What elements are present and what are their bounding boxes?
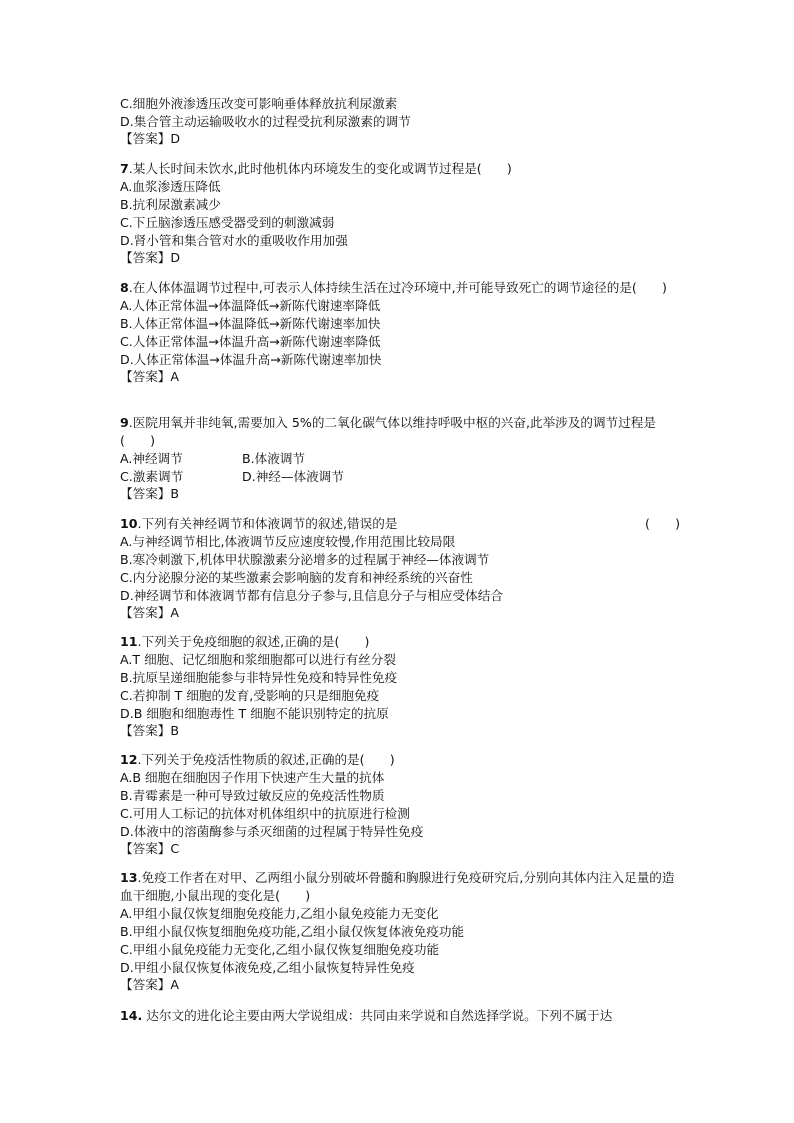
option-c: C.内分泌腺分泌的某些激素会影响脑的发育和神经系统的兴奋性 <box>120 570 473 585</box>
question-number: 7 <box>120 161 129 176</box>
answer: 【答案】B <box>120 486 180 501</box>
option-a: A.与神经调节相比,体液调节反应速度较慢,作用范围比较局限 <box>120 534 456 549</box>
answer: 【答案】C <box>120 841 180 856</box>
option-c: C.若抑制 T 细胞的发育,受影响的只是细胞免疫 <box>120 688 380 703</box>
question-stem <box>120 751 680 769</box>
option-a: A.血浆渗透压降低 <box>120 179 221 194</box>
option-c: C.细胞外液渗透压改变可影响垂体释放抗利尿激素 <box>120 96 398 111</box>
question-text: 达尔文的进化论主要由两大学说组成：共同由来学说和自然选择学说。下列不属于达 <box>142 1008 613 1023</box>
option-c: C.激素调节 <box>120 469 184 484</box>
option-d: D.体液中的溶菌酶参与杀灭细菌的过程属于特异性免疫 <box>120 824 424 839</box>
option-b: B.体液调节 <box>242 451 306 466</box>
option-row-ab <box>120 450 680 468</box>
question-stem <box>120 1007 680 1025</box>
option-b: B.甲组小鼠仅恢复细胞免疫功能,乙组小鼠仅恢复体液免疫功能 <box>120 924 465 939</box>
option-b: B.青霉素是一种可导致过敏反应的免疫活性物质 <box>120 788 385 803</box>
question-number: 8 <box>120 280 129 295</box>
question-11 <box>120 633 680 739</box>
option-d: D.B 细胞和细胞毒性 T 细胞不能识别特定的抗原 <box>120 706 389 721</box>
question-9 <box>120 414 680 502</box>
option-c: C.甲组小鼠免疫能力无变化,乙组小鼠仅恢复细胞免疫功能 <box>120 942 440 957</box>
question-stem <box>120 869 680 905</box>
question-text: .下列关于免疫活性物质的叙述,正确的是( ) <box>137 752 395 767</box>
answer: 【答案】D <box>120 250 181 265</box>
question-text: .医院用氧并非纯氧,需要加入 5%的二氧化碳气体以维持呼吸中枢的兴奋,此举涉及的调节过程是( ) <box>120 415 656 448</box>
option-row-cd <box>120 468 680 486</box>
question-text: .下列有关神经调节和体液调节的叙述,错误的是 <box>137 516 398 531</box>
question-stem <box>120 279 680 297</box>
option-b: B.抗利尿激素减少 <box>120 197 221 212</box>
question-stem <box>120 414 680 450</box>
option-d: D.神经调节和体液调节都有信息分子参与,且信息分子与相应受体结合 <box>120 588 503 603</box>
answer: 【答案】B <box>120 723 180 738</box>
question-text: .某人长时间未饮水,此时他机体内环境发生的变化或调节过程是( ) <box>128 161 512 176</box>
answer: 【答案】D <box>120 131 181 146</box>
question-number: 13 <box>120 870 138 885</box>
question-8 <box>120 279 680 385</box>
question-stem <box>120 160 680 178</box>
answer: 【答案】A <box>120 369 179 384</box>
question-13 <box>120 869 680 993</box>
option-b: B.抗原呈递细胞能参与非特异性免疫和特异性免疫 <box>120 670 398 685</box>
question-stem <box>120 515 680 533</box>
option-d: D.人体正常体温→体温升高→新陈代谢速率加快 <box>120 352 382 367</box>
option-c: C.人体正常体温→体温升高→新陈代谢速率降低 <box>120 334 381 349</box>
question-7 <box>120 160 680 266</box>
question-text: .下列关于免疫细胞的叙述,正确的是( ) <box>137 634 370 649</box>
option-a: A.T 细胞、记忆细胞和浆细胞都可以进行有丝分裂 <box>120 652 396 667</box>
option-c: C.下丘脑渗透压感受器受到的刺激减弱 <box>120 215 335 230</box>
option-a: A.神经调节 <box>120 451 183 466</box>
question-text: .免疫工作者在对甲、乙两组小鼠分别破坏骨髓和胸腺进行免疫研究后,分别向其体内注入足量的造血干细胞,小鼠出现的变化是( ) <box>120 870 675 903</box>
option-d: D.集合管主动运输吸收水的过程受抗利尿激素的调节 <box>120 114 411 129</box>
question-12 <box>120 751 680 857</box>
answer: 【答案】A <box>120 605 179 620</box>
question-text: .在人体体温调节过程中,可表示人体持续生活在过冷环境中,并可能导致死亡的调节途径的是( ) <box>128 280 667 295</box>
question-10 <box>120 515 680 621</box>
question-number: 14. <box>120 1008 143 1023</box>
option-b: B.人体正常体温→体温降低→新陈代谢速率加快 <box>120 316 381 331</box>
option-a: A.人体正常体温→体温降低→新陈代谢速率降低 <box>120 298 381 313</box>
question-number: 10 <box>120 516 138 531</box>
answer: 【答案】A <box>120 977 179 992</box>
option-d: D.神经—体液调节 <box>242 469 344 484</box>
question-6-tail <box>120 95 680 147</box>
question-number: 9 <box>120 415 129 430</box>
option-c: C.可用人工标记的抗体对机体组织中的抗原进行检测 <box>120 806 410 821</box>
answer-blank: ( ) <box>644 516 680 531</box>
option-b: B.寒冷刺激下,机体甲状腺激素分泌增多的过程属于神经—体液调节 <box>120 552 490 567</box>
option-a: A.甲组小鼠仅恢复细胞免疫能力,乙组小鼠免疫能力无变化 <box>120 906 439 921</box>
question-stem <box>120 633 680 651</box>
option-a: A.B 细胞在细胞因子作用下快速产生大量的抗体 <box>120 770 385 785</box>
question-number: 11 <box>120 634 138 649</box>
option-d: D.肾小管和集合管对水的重吸收作用加强 <box>120 233 348 248</box>
question-number: 12 <box>120 752 138 767</box>
option-d: D.甲组小鼠仅恢复体液免疫,乙组小鼠恢复特异性免疫 <box>120 960 415 975</box>
question-14 <box>120 1007 680 1025</box>
